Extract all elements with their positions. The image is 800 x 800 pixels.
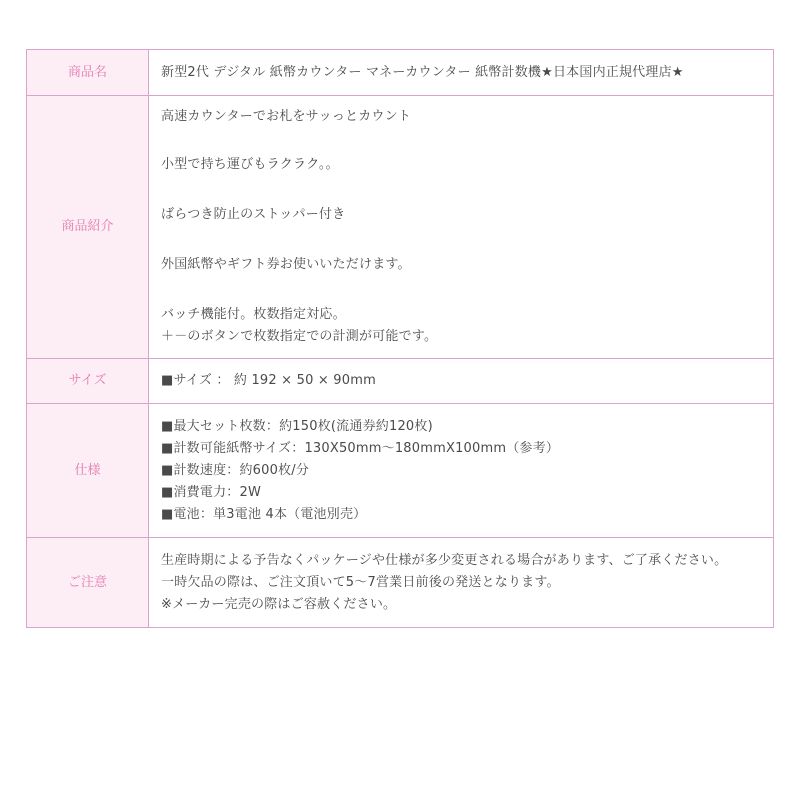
intro-line: ＋－のボタンで枚数指定での計測が可能です。 (161, 329, 438, 344)
product-spec-table (26, 49, 774, 628)
notice-line: ※メーカー完売の際はご容赦ください。 (161, 596, 397, 612)
notice-line: 一時欠品の際は、ご注文頂いて5～7営業日前後の発送となります。 (161, 574, 560, 590)
product-name-value: 新型2代 デジタル 紙幣カウンター マネーカウンター 紙幣計数機★日本国内正規代理店★ (149, 50, 774, 96)
notice-line: 生産時期による予告なくパッケージや仕様が多少変更される場合があります、ご了承ください。 (161, 552, 728, 568)
notice-value (149, 538, 774, 628)
notice-label: ご注意 (27, 538, 149, 628)
row-notice (27, 538, 774, 628)
row-size (27, 359, 774, 404)
spec-line: ■消費電力：2W (161, 484, 262, 500)
intro-value (149, 96, 774, 359)
spec-line: ■計数可能紙幣サイズ：130X50mm～180mmX100mm（参考） (161, 440, 560, 456)
intro-label: 商品紹介 (27, 96, 149, 359)
size-label: サイズ (27, 359, 149, 404)
intro-line: 小型で持ち運びもラクラク。。 (161, 157, 339, 172)
spec-line: ■電池：単3電池 4本（電池別売） (161, 506, 367, 522)
row-spec (27, 404, 774, 538)
row-intro (27, 96, 774, 359)
spec-line: ■計数速度：約600枚/分 (161, 462, 310, 478)
intro-line: 高速カウンターでお札をサッっとカウント (161, 109, 412, 124)
row-product-name (27, 50, 774, 96)
spec-line: ■最大セット枚数：約150枚(流通券約120枚) (161, 418, 433, 434)
intro-line: バッチ機能付。枚数指定対応。 (161, 307, 346, 322)
product-name-label: 商品名 (27, 50, 149, 96)
spec-value (149, 404, 774, 538)
size-value: ■サイズ ： 約 192 × 50 × 90mm (149, 359, 774, 404)
spec-label: 仕様 (27, 404, 149, 538)
intro-line: 外国紙幣やギフト券お使いいただけます。 (161, 257, 411, 272)
intro-line: ばらつき防止のストッパー付き (161, 207, 346, 222)
